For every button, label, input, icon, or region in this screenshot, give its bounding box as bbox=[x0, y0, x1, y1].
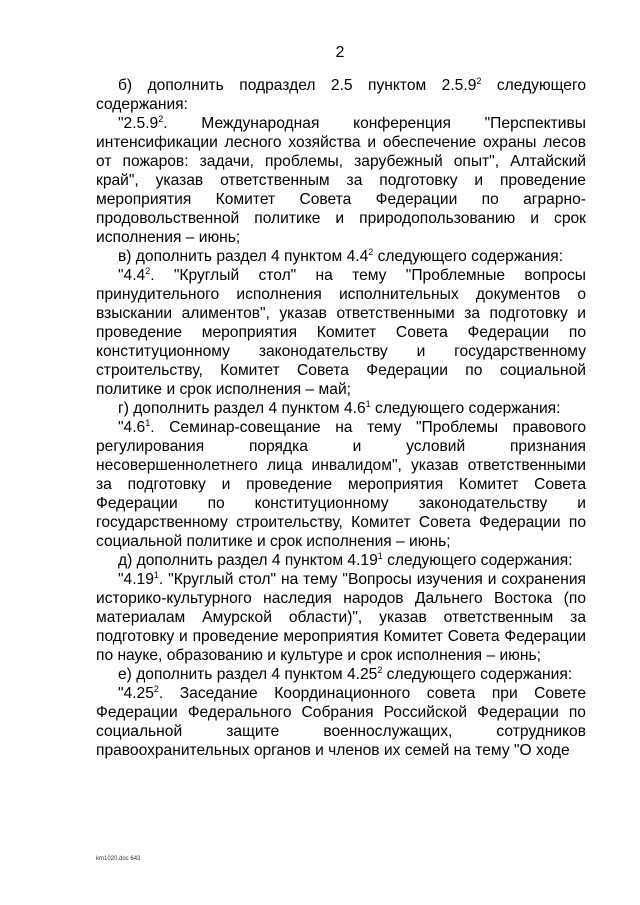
paragraph-text: следующего содержания: bbox=[382, 666, 573, 683]
paragraph-text: . "Круглый стол" на тему "Вопросы изучения и сохранения историко-культурного наследия народов Дальнего Востока (по материалам Амурской области)", указав ответственным за подготовку и проведение мероприятия Комитет Совета Федерации по науке, образованию и культуре и срок исполнения – июнь; bbox=[96, 571, 586, 664]
page-number: 2 bbox=[335, 44, 345, 61]
paragraph-text: е) дополнить раздел 4 пунктом 4.25 bbox=[118, 666, 378, 683]
superscript: 1 bbox=[145, 418, 151, 428]
paragraph-text: . "Круглый стол" на тему "Проблемные вопросы принудительного исполнения исполнительных документов о взыскании алиментов", указав ответственными за подготовку и проведение мероприятия Комитет Совета Федерации по конституционному законодательству и государственному строительству, Комитет Совета Федерации по социальной политике и срок исполнения – май; bbox=[96, 267, 586, 398]
superscript: 2 bbox=[377, 665, 383, 675]
paragraph bbox=[96, 114, 586, 247]
paragraph-text: . Семинар-совещание на тему "Проблемы правового регулирования порядка и условий признания несовершеннолетнего лица инвалидом", указав ответственными за подготовку и проведение мероприятия Комитет Совета Федерации по конституционному законодательству и государственному строительству, Комитет Совета Федерации по социальной политике и срок исполнения – июнь; bbox=[96, 419, 586, 550]
paragraph-text: "4.25 bbox=[118, 685, 154, 702]
document-body bbox=[96, 76, 586, 760]
paragraph-text: "4.4 bbox=[118, 267, 146, 284]
paragraph bbox=[96, 570, 586, 665]
superscript: 2 bbox=[476, 76, 482, 86]
paragraph-text: "4.19 bbox=[118, 571, 154, 588]
superscript: 2 bbox=[145, 266, 151, 276]
paragraph-text: г) дополнить раздел 4 пунктом 4.6 bbox=[118, 400, 366, 417]
paragraph-text: д) дополнить раздел 4 пунктом 4.19 bbox=[118, 552, 378, 569]
superscript: 2 bbox=[368, 247, 374, 257]
paragraph bbox=[96, 684, 586, 760]
paragraph-text: б) дополнить подраздел 2.5 пунктом 2.5.9 bbox=[118, 77, 477, 94]
superscript: 1 bbox=[365, 399, 371, 409]
superscript: 1 bbox=[377, 551, 383, 561]
superscript: 2 bbox=[153, 684, 159, 694]
paragraph-text: "2.5.9 bbox=[118, 115, 159, 132]
paragraph-text: в) дополнить раздел 4 пунктом 4.4 bbox=[118, 248, 369, 265]
paragraph bbox=[96, 247, 586, 266]
superscript: 2 bbox=[158, 114, 164, 124]
paragraph bbox=[96, 418, 586, 551]
paragraph-text: . Заседание Координационного совета при Совете Федерации Федерального Собрания Российской Федерации по социальной защите военнослужащих, сотрудников правоохранительных органов и членов их семей на тему "О ходе bbox=[96, 685, 586, 759]
footer-file-reference: km1020.doc 643 bbox=[96, 856, 141, 862]
paragraph bbox=[96, 76, 586, 114]
paragraph bbox=[96, 551, 586, 570]
paragraph-text: следующего содержания: bbox=[373, 248, 564, 265]
paragraph bbox=[96, 399, 586, 418]
paragraph-text: следующего содержания: bbox=[382, 552, 573, 569]
paragraph-text: следующего содержания: bbox=[96, 77, 586, 113]
paragraph bbox=[96, 266, 586, 399]
paragraph-text: "4.6 bbox=[118, 419, 146, 436]
paragraph-text: . Международная конференция "Перспективы интенсификации лесного хозяйства и обеспечение охраны лесов от пожаров: задачи, проблемы, зарубежный опыт", Алтайский край", указав ответственным за подготовку и проведение мероприятия Комитет Совета Федерации по аграрно-продовольственной политике и природопользованию и срок исполнения – июнь; bbox=[96, 115, 586, 246]
paragraph-text: следующего содержания: bbox=[370, 400, 561, 417]
paragraph bbox=[96, 665, 586, 684]
superscript: 1 bbox=[153, 570, 159, 580]
